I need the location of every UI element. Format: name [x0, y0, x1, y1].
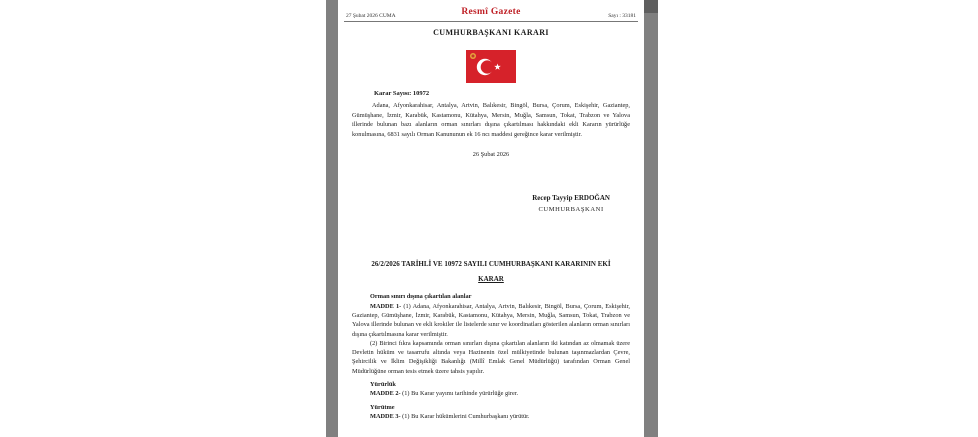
gazette-page [338, 0, 644, 437]
gazette-title: Resmî Gazete [461, 7, 521, 17]
article-1-label: MADDE 1- [370, 302, 402, 310]
document-viewer [326, 0, 658, 437]
article-3: MADDE 3- (1) Bu Karar hükümlerini Cumhurbaşkanı yürütür. [370, 412, 530, 420]
yurutme-heading: Yürütme [370, 403, 395, 411]
article-3-label: MADDE 3- [370, 412, 401, 420]
article-2-label: MADDE 2- [370, 390, 401, 398]
gazette-date: 27 Şubat 2026 CUMA [346, 13, 396, 19]
gazette-issue-number: Sayı : 33181 [608, 13, 636, 19]
annex-title-line1: 26/2/2026 TARİHLİ VE 10972 SAYILI CUMHURBAŞKANI KARARININ EKİ [371, 260, 611, 269]
viewer-right-gutter [644, 0, 658, 437]
yururluk-heading: Yürürlük [370, 381, 396, 389]
annex-title [338, 257, 644, 287]
signer-name: Recep Tayyip ERDOĞAN [532, 194, 610, 203]
annex-body [352, 292, 630, 421]
viewer-left-gutter [326, 0, 338, 437]
decree-heading: CUMHURBAŞKANI KARARI [433, 28, 549, 37]
masthead [344, 0, 638, 22]
annex-title-karar: KARAR [478, 275, 504, 284]
decision-date: 26 Şubat 2026 [472, 151, 510, 159]
turkish-presidential-flag-icon [466, 50, 516, 83]
article-2: MADDE 2- (1) Bu Karar yayımı tarihinde yürürlüğe girer. [370, 390, 519, 398]
scrollbar-thumb[interactable] [644, 0, 658, 13]
decree-preamble: Adana, Afyonkarahisar, Antalya, Artvin, Balıkesir, Bingöl, Bursa, Çorum, Eskişehir, Gaziantep, Gümüşhane, İzmir, Karabük, Kastamonu, Kütahya, Mersin, Muğla, Samsun, Tokat, Trabzon ve Yalova illerinde bulunan bazı alanların orman sınırları dışına çıkartılması hakkındaki ekli Kararın yürürlüğe konulmasına, 6831 sayılı Orman Kanununun ek 16 ncı maddesi gereğince karar verilmiştir. [352, 102, 630, 138]
signature-block [532, 194, 610, 213]
decree-number: Karar Sayısı: 10972 [374, 90, 430, 97]
signer-title: CUMHURBAŞKANI [538, 206, 604, 214]
article-1-clause-2: (2) Birinci fıkra kapsamında orman sınırları dışına çıkartılan alanların iki katından az olmamak üzere Devletin hüküm ve tasarrufu altında veya Hazinenin özel mülkiyetinde bulunan taşınmazlardan Çevre, Şehircilik ve İklim Değişikliği Bakanlığı (Millî Emlak Genel Müdürlüğü) tarafından Orman Genel Müdürlüğüne orman tesis etmek üzere tahsis yapılır. [352, 339, 630, 375]
section-heading-orman: Orman sınırı dışına çıkartılan alanlar [370, 293, 472, 301]
article-1-clause-1: MADDE 1- (1) Adana, Afyonkarahisar, Antalya, Artvin, Balıkesir, Bingöl, Bursa, Çorum, Eskişehir, Gaziantep, Gümüşhane, İzmir, Karabük, Kastamonu, Kütahya, Mersin, Muğla, Samsun, Tokat, Trabzon ve Yalova illerinde bulunan ve ekli krokiler ile listelerde sınır ve koordinatları gösterilen alanların orman sınırları dışına çıkartılmasına karar verilmiştir. [352, 302, 631, 338]
